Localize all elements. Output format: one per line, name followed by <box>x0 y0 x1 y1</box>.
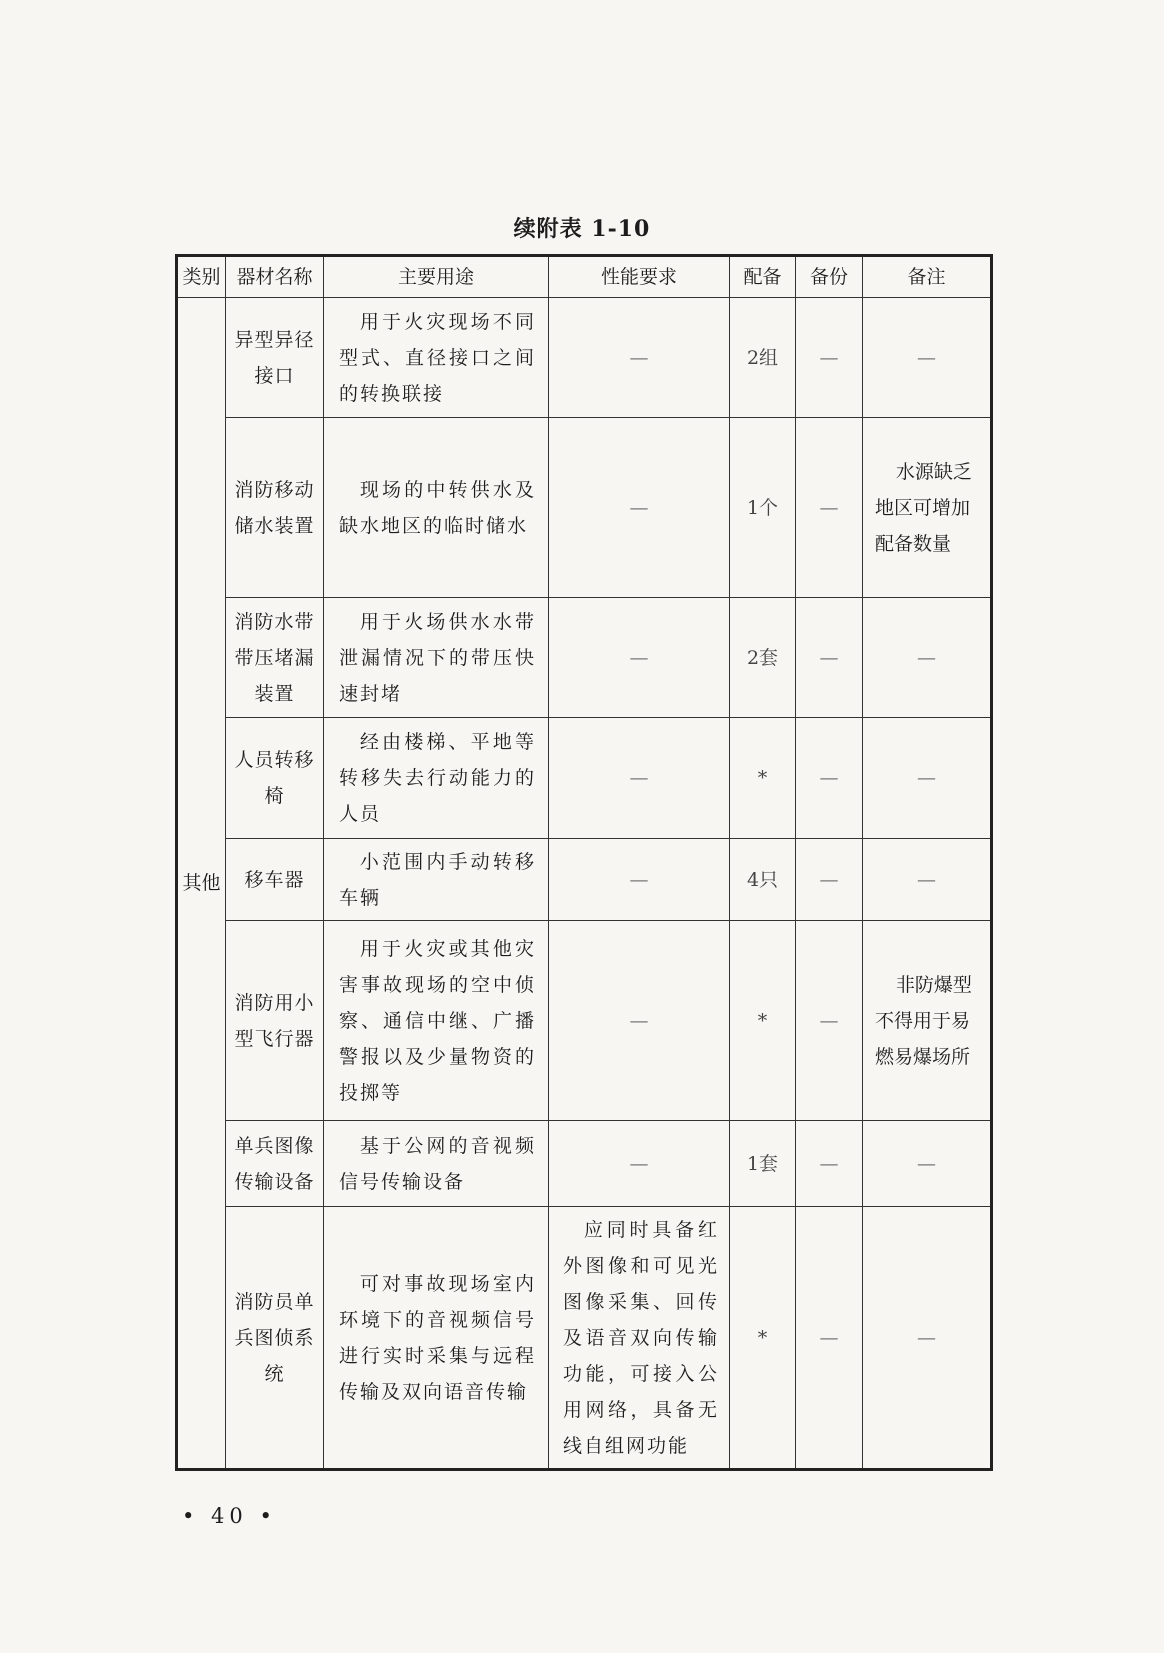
equipment-name: 消防移动储水装置 <box>226 418 324 598</box>
equipment-name: 消防用小型飞行器 <box>226 921 324 1121</box>
page-number: • 40 • <box>182 1504 277 1528</box>
performance: — <box>549 418 730 598</box>
main-use: 基于公网的音视频信号传输设备 <box>324 1121 549 1207</box>
note: — <box>863 718 992 839</box>
equipment-name: 消防水带带压堵漏装置 <box>226 598 324 718</box>
equipment-name: 移车器 <box>226 839 324 921</box>
table-row <box>177 298 992 418</box>
equipment-table <box>175 254 993 1471</box>
main-use: 用于火灾或其他灾害事故现场的空中侦察、通信中继、广播警报以及少量物资的投掷等 <box>324 921 549 1121</box>
note: — <box>863 298 992 418</box>
performance: — <box>549 1121 730 1207</box>
equipment-name: 消防员单兵图侦系统 <box>226 1207 324 1470</box>
header-use: 主要用途 <box>324 256 549 298</box>
equipment-name: 单兵图像传输设备 <box>226 1121 324 1207</box>
table-row <box>177 921 992 1121</box>
table-row <box>177 418 992 598</box>
header-row <box>177 256 992 298</box>
spare: — <box>796 839 863 921</box>
header-name: 器材名称 <box>226 256 324 298</box>
main-use: 用于火场供水水带泄漏情况下的带压快速封堵 <box>324 598 549 718</box>
note: — <box>863 1207 992 1470</box>
main-use: 用于火灾现场不同型式、直径接口之间的转换联接 <box>324 298 549 418</box>
performance: — <box>549 598 730 718</box>
header-category: 类别 <box>177 256 226 298</box>
spare: — <box>796 418 863 598</box>
performance: — <box>549 298 730 418</box>
equipment-name: 异型异径接口 <box>226 298 324 418</box>
spare: — <box>796 718 863 839</box>
spare: — <box>796 298 863 418</box>
performance: — <box>549 839 730 921</box>
table-row <box>177 1207 992 1470</box>
quantity: 1套 <box>730 1121 796 1207</box>
performance: — <box>549 718 730 839</box>
quantity: * <box>730 1207 796 1470</box>
main-use: 可对事故现场室内环境下的音视频信号进行实时采集与远程传输及双向语音传输 <box>324 1207 549 1470</box>
header-spare: 备份 <box>796 256 863 298</box>
main-use: 小范围内手动转移车辆 <box>324 839 549 921</box>
quantity: 2套 <box>730 598 796 718</box>
note: 非防爆型不得用于易燃易爆场所 <box>863 921 992 1121</box>
quantity: 4只 <box>730 839 796 921</box>
header-performance: 性能要求 <box>549 256 730 298</box>
spare: — <box>796 1121 863 1207</box>
main-use: 现场的中转供水及缺水地区的临时储水 <box>324 418 549 598</box>
quantity: * <box>730 718 796 839</box>
spare: — <box>796 921 863 1121</box>
quantity: * <box>730 921 796 1121</box>
header-note: 备注 <box>863 256 992 298</box>
table-row <box>177 598 992 718</box>
table-row <box>177 1121 992 1207</box>
quantity: 2组 <box>730 298 796 418</box>
equipment-name: 人员转移椅 <box>226 718 324 839</box>
table-title: 续附表 1-10 <box>513 216 651 242</box>
header-quantity: 配备 <box>730 256 796 298</box>
spare: — <box>796 1207 863 1470</box>
quantity: 1个 <box>730 418 796 598</box>
note: — <box>863 839 992 921</box>
main-use: 经由楼梯、平地等转移失去行动能力的人员 <box>324 718 549 839</box>
table-row <box>177 839 992 921</box>
performance: — <box>549 921 730 1121</box>
note: — <box>863 1121 992 1207</box>
table-row <box>177 718 992 839</box>
performance: 应同时具备红外图像和可见光图像采集、回传及语音双向传输功能，可接入公用网络，具备无线自组网功能 <box>549 1207 730 1470</box>
category-cell: 其他 <box>177 298 226 1470</box>
note: 水源缺乏地区可增加配备数量 <box>863 418 992 598</box>
note: — <box>863 598 992 718</box>
spare: — <box>796 598 863 718</box>
